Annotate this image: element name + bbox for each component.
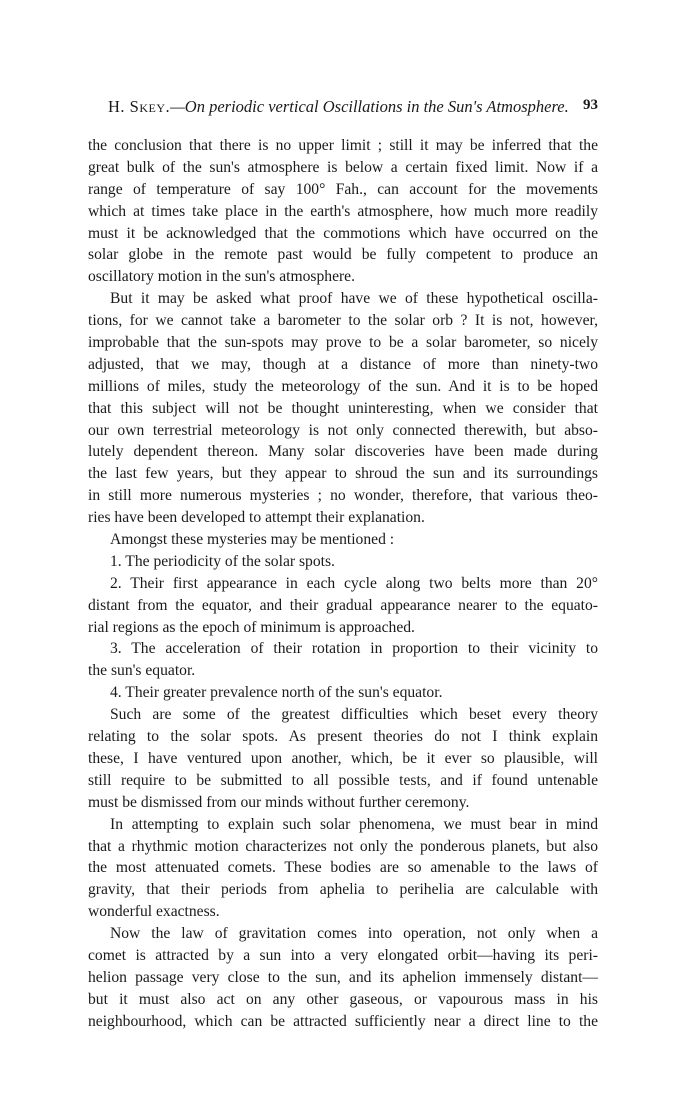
running-header (108, 97, 598, 119)
text-line: 3. The acceleration of their rotation in proportion to their vicinity to (110, 640, 598, 658)
text-line: the most attenuated comets. These bodies are so amenable to the laws of (88, 859, 598, 877)
text-line: oscillatory motion in the sun's atmosphere. (88, 268, 355, 286)
paragraph (88, 638, 598, 682)
header-author: H. Skey. (108, 97, 171, 116)
text-line: Amongst these mysteries may be mentioned : (110, 531, 395, 549)
text-line: in still more numerous mysteries ; no wonder, therefore, that various theo- (88, 487, 598, 505)
text-line: the last few years, but they appear to shroud the sun and its surroundings (88, 465, 598, 483)
paragraph (88, 135, 598, 288)
text-line: the sun's equator. (88, 662, 196, 680)
text-line: relating to the solar spots. As present theories do not I think explain (88, 728, 598, 746)
text-line: but it must also act on any other gaseous, or vapourous mass in his (88, 990, 598, 1008)
text-line: lutely dependent thereon. Many solar discoveries have been made during (88, 443, 598, 461)
text-line: adjusted, that we may, though at a distance of more than ninety-two (88, 355, 598, 373)
paragraph (88, 814, 598, 923)
text-line: gravity, that their periods from aphelia to perihelia are calculable with (88, 881, 598, 899)
text-line: tions, for we cannot take a barometer to the solar orb ? It is not, however, (88, 312, 598, 330)
text-line: our own terrestrial meteorology is not only connected therewith, but abso- (88, 421, 598, 439)
header-title: —On periodic vertical Oscillations in the Sun's Atmosphere. (170, 97, 569, 116)
paragraph (88, 529, 598, 551)
text-line: wonderful exactness. (88, 903, 220, 921)
text-line: 4. Their greater prevalence north of the sun's equator. (110, 684, 443, 702)
page-body (88, 135, 598, 1033)
text-line: distant from the equator, and their gradual appearance nearer to the equato- (88, 596, 598, 614)
text-line: these, I have ventured upon another, which, be it ever so plausible, will (88, 749, 598, 767)
text-line: neighbourhood, which can be attracted sufficiently near a direct line to the (88, 1012, 598, 1030)
text-line: comet is attracted by a sun into a very elongated orbit—having its peri- (88, 946, 598, 964)
text-line: helion passage very close to the sun, and its aphelion immensely distant— (88, 968, 598, 986)
text-line: Such are some of the greatest difficulties which beset every theory (110, 706, 598, 724)
text-line: must it be acknowledged that the commotions which have occurred on the (88, 224, 598, 242)
text-line: 2. Their first appearance in each cycle along two belts more than 20° (110, 574, 598, 592)
text-line: 1. The periodicity of the solar spots. (110, 552, 335, 570)
text-line: that a rhythmic motion characterizes not only the ponderous planets, but also (88, 837, 598, 855)
text-line: solar globe in the remote past would be fully competent to produce an (88, 246, 598, 264)
text-line: range of temperature of say 100° Fah., can account for the movements (88, 180, 598, 198)
text-line: improbable that the sun-spots may prove to be a solar barometer, so nicely (88, 334, 598, 352)
paragraph (88, 682, 598, 704)
page-number: 93 (583, 97, 598, 113)
paragraph (88, 573, 598, 639)
paragraph (88, 288, 598, 529)
paragraph (88, 551, 598, 573)
text-line: which at times take place in the earth's atmosphere, how much more readily (88, 202, 598, 220)
text-line: rial regions as the epoch of minimum is approached. (88, 618, 415, 636)
text-line: must be dismissed from our minds without further ceremony. (88, 793, 470, 811)
text-line: ries have been developed to attempt their explanation. (88, 509, 425, 527)
paragraph (88, 923, 598, 1032)
text-line: Now the law of gravitation comes into operation, not only when a (110, 925, 598, 943)
text-line: But it may be asked what proof have we of these hypothetical oscilla- (110, 290, 598, 308)
text-line: the conclusion that there is no upper limit ; still it may be inferred that the (88, 137, 598, 154)
paragraph (88, 704, 598, 813)
text-line: In attempting to explain such solar phenomena, we must bear in mind (110, 815, 598, 833)
text-line: still require to be submitted to all possible tests, and if found untenable (88, 771, 598, 789)
text-line: great bulk of the sun's atmosphere is below a certain fixed limit. Now if a (88, 158, 598, 176)
text-line: millions of miles, study the meteorology of the sun. And it is to be hoped (88, 377, 598, 395)
text-line: that this subject will not be thought uninteresting, when we consider that (88, 399, 598, 417)
